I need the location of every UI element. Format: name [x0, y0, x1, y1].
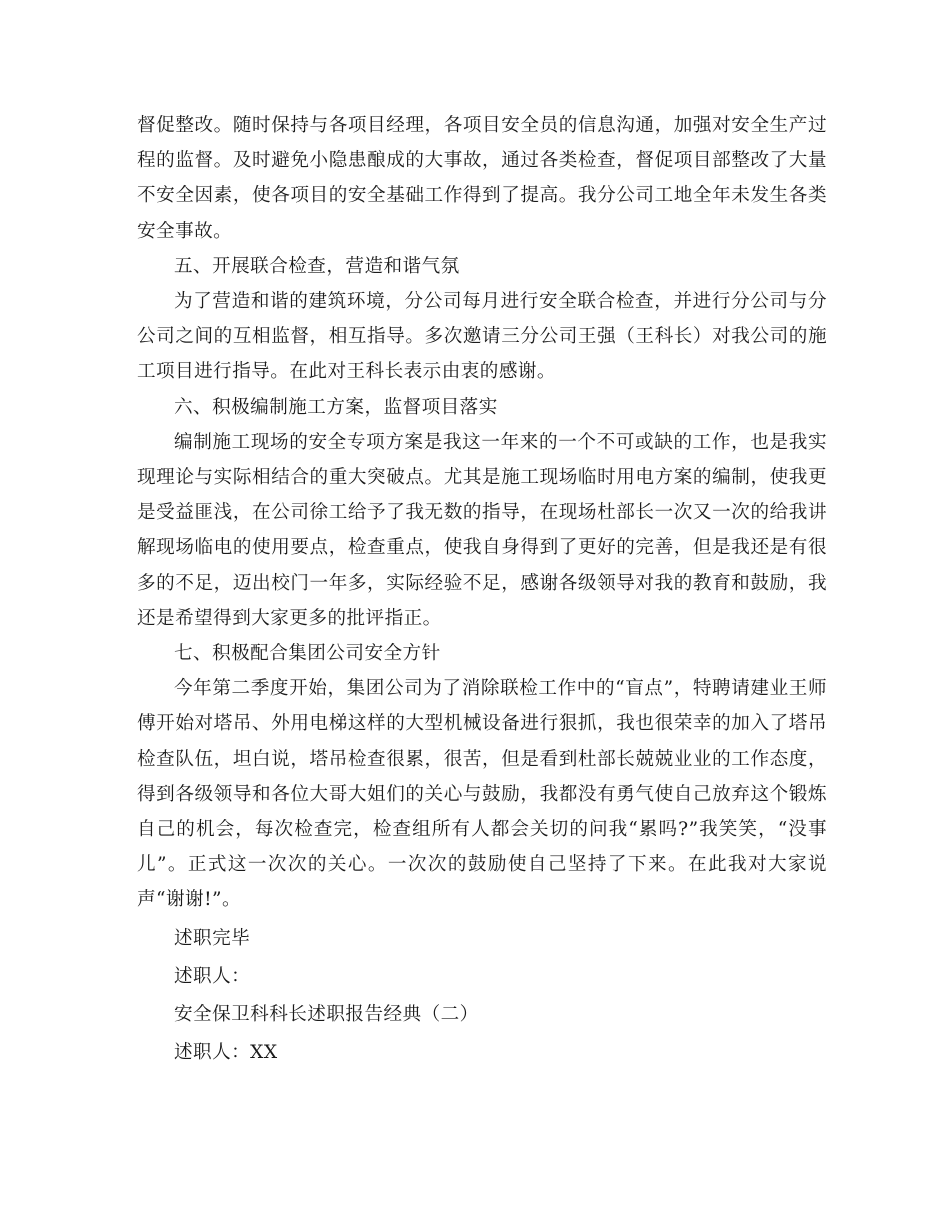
next-report-title: 安全保卫科科长述职报告经典（二） [174, 1004, 479, 1026]
paragraph-construction-plan: 编制施工现场的安全专项方案是我这一年来的一个不可或缺的工作，也是我实现理论与实际相结合的重大突破点。尤其是施工现场临时用电方案的编制，使我更是受益匪浅，在公司徐工给予了我无数的指导，在现场杜部长一次又一次的给我讲解现场临电的使用要点，检查重点，使我自身得到了更好的完善，但是我还是有很多的不足，迈出校门一年多，实际经验不足，感谢各级领导对我的教育和鼓励，我还是希望得到大家更多的批评指正。 [137, 431, 827, 629]
reporter-line: 述职人： [174, 965, 251, 987]
document-body [137, 108, 827, 1070]
paragraph-continuation: 督促整改。随时保持与各项目经理，各项目安全员的信息沟通，加强对安全生产过程的监督。及时避免小隐患酿成的大事故，通过各类检查，督促项目部整改了大量不安全因素，使各项目的安全基础工作得到了提高。我分公司工地全年未发生各类安全事故。 [137, 115, 827, 242]
section-heading-6: 六、积极编制施工方案，监督项目落实 [174, 396, 498, 418]
paragraph-group-policy: 今年第二季度开始，集团公司为了消除联检工作中的“盲点”，特聘请建业王师傅开始对塔吊、外用电梯这样的大型机械设备进行狠抓，我也很荣幸的加入了塔吊检查队伍，坦白说，塔吊检查很累，很苦，但是看到杜部长兢兢业业的工作态度，得到各级领导和各位大哥大姐们的关心与鼓励，我都没有勇气使自己放弃这个锻炼自己的机会，每次检查完，检查组所有人都会关切的问我“累吗?”我笑笑，“没事儿”。正式这一次次的关心。一次次的鼓励使自己坚持了下来。在此我对大家说声“谢谢!”。 [137, 678, 827, 911]
report-end-line: 述职完毕 [174, 927, 251, 949]
next-reporter-line: 述职人：XX [174, 1042, 278, 1064]
section-heading-5: 五、开展联合检查，营造和谐气氛 [174, 255, 460, 277]
paragraph-joint-inspection: 为了营造和谐的建筑环境，分公司每月进行安全联合检查，并进行分公司与分公司之间的互相监督，相互指导。多次邀请三分公司王强（王科长）对我公司的施工项目进行指导。在此对王科长表示由衷的感谢。 [137, 291, 827, 383]
section-heading-7: 七、积极配合集团公司安全方针 [174, 643, 441, 665]
